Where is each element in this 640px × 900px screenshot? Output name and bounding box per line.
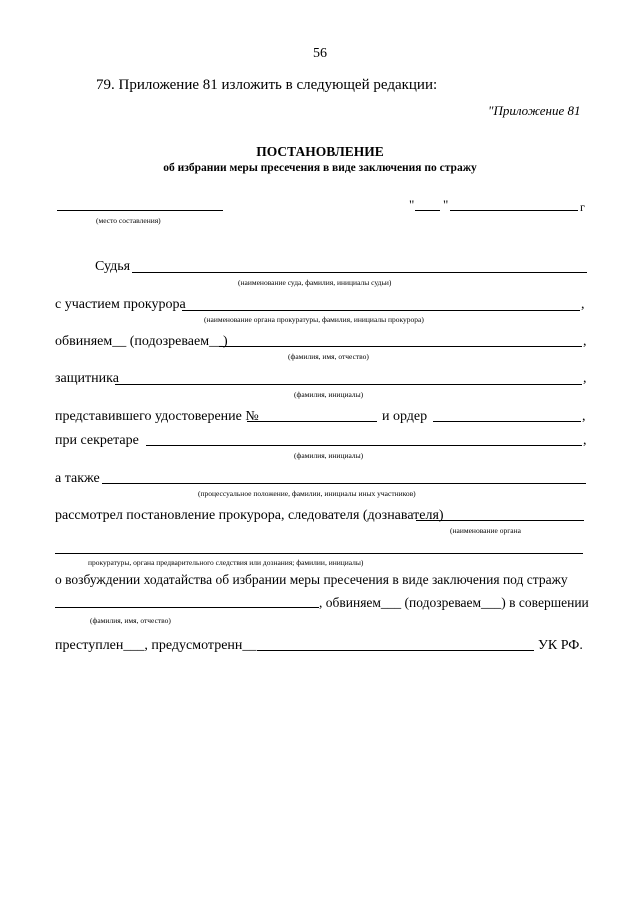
defender-caption: (фамилия, инициалы) xyxy=(294,390,364,399)
crime-label: преступлен___, предусмотренн__ xyxy=(55,638,257,653)
also-caption: (процессуальное положение, фамилии, инициалы иных участников) xyxy=(198,489,416,498)
crime-line xyxy=(257,650,534,651)
organ-caption-2: прокуратуры, органа предварительного следствия или дознания; фамилии, инициалы) xyxy=(88,558,364,567)
accused-line xyxy=(219,346,582,347)
date-quote-close: " xyxy=(443,197,449,212)
defender-label: защитника xyxy=(55,371,119,386)
prosecutor-caption: (наименование органа прокуратуры, фамилия, инициалы прокурора) xyxy=(204,315,424,324)
accused2-caption: (фамилия, имя, отчество) xyxy=(90,616,171,625)
petition-text: о возбуждении ходатайства об избрании меры пресечения в виде заключения под стражу xyxy=(55,572,568,587)
place-caption: (место составления) xyxy=(96,216,161,225)
day-line xyxy=(415,210,440,211)
secretary-comma: , xyxy=(583,433,587,448)
reviewed-label: рассмотрел постановление прокурора, следователя (дознавателя) xyxy=(55,508,444,523)
annex-reference: "Приложение 81 xyxy=(488,103,581,118)
also-line xyxy=(102,483,586,484)
secretary-caption: (фамилия, инициалы) xyxy=(294,451,364,460)
date-quote-open: " xyxy=(409,197,415,212)
month-year-line xyxy=(450,210,578,211)
judge-label: Судья xyxy=(95,259,131,274)
certificate-line xyxy=(247,421,377,422)
accused-comma: , xyxy=(583,334,587,349)
organ-caption-1: (наименование органа xyxy=(450,526,521,535)
accused-label: обвиняем__ (подозреваем__) xyxy=(55,334,228,349)
order-comma: , xyxy=(582,409,586,424)
prosecutor-label: с участием прокурора xyxy=(55,297,186,312)
judge-caption: (наименование суда, фамилия, инициалы судьи) xyxy=(238,278,392,287)
accused2-line xyxy=(55,607,319,608)
order-line xyxy=(433,421,581,422)
accused-caption: (фамилия, имя, отчество) xyxy=(288,352,369,361)
order-label: и ордер xyxy=(382,409,428,424)
place-line xyxy=(57,210,223,211)
certificate-label: представившего удостоверение № xyxy=(55,409,259,424)
judge-line xyxy=(132,272,587,273)
defender-line xyxy=(115,384,582,385)
defender-comma: , xyxy=(583,371,587,386)
secretary-label: при секретаре xyxy=(55,433,139,448)
reviewed-line xyxy=(416,520,584,521)
document-title: ПОСТАНОВЛЕНИЕ xyxy=(256,144,384,159)
amendment-heading: 79. Приложение 81 изложить в следующей редакции: xyxy=(96,77,438,93)
prosecutor-line xyxy=(182,310,580,311)
page-number: 56 xyxy=(313,46,327,61)
document-subtitle: об избрании меры пресечения в виде заключения по стражу xyxy=(163,162,477,174)
uk-rf: УК РФ. xyxy=(538,638,583,653)
prosecutor-comma: , xyxy=(581,297,585,312)
secretary-line xyxy=(146,445,582,446)
accused2-text: , обвиняем___ (подозреваем___) в совершении xyxy=(319,595,589,610)
organ-line xyxy=(55,553,583,554)
also-label: а также xyxy=(55,471,100,486)
year-suffix: г xyxy=(580,200,585,214)
